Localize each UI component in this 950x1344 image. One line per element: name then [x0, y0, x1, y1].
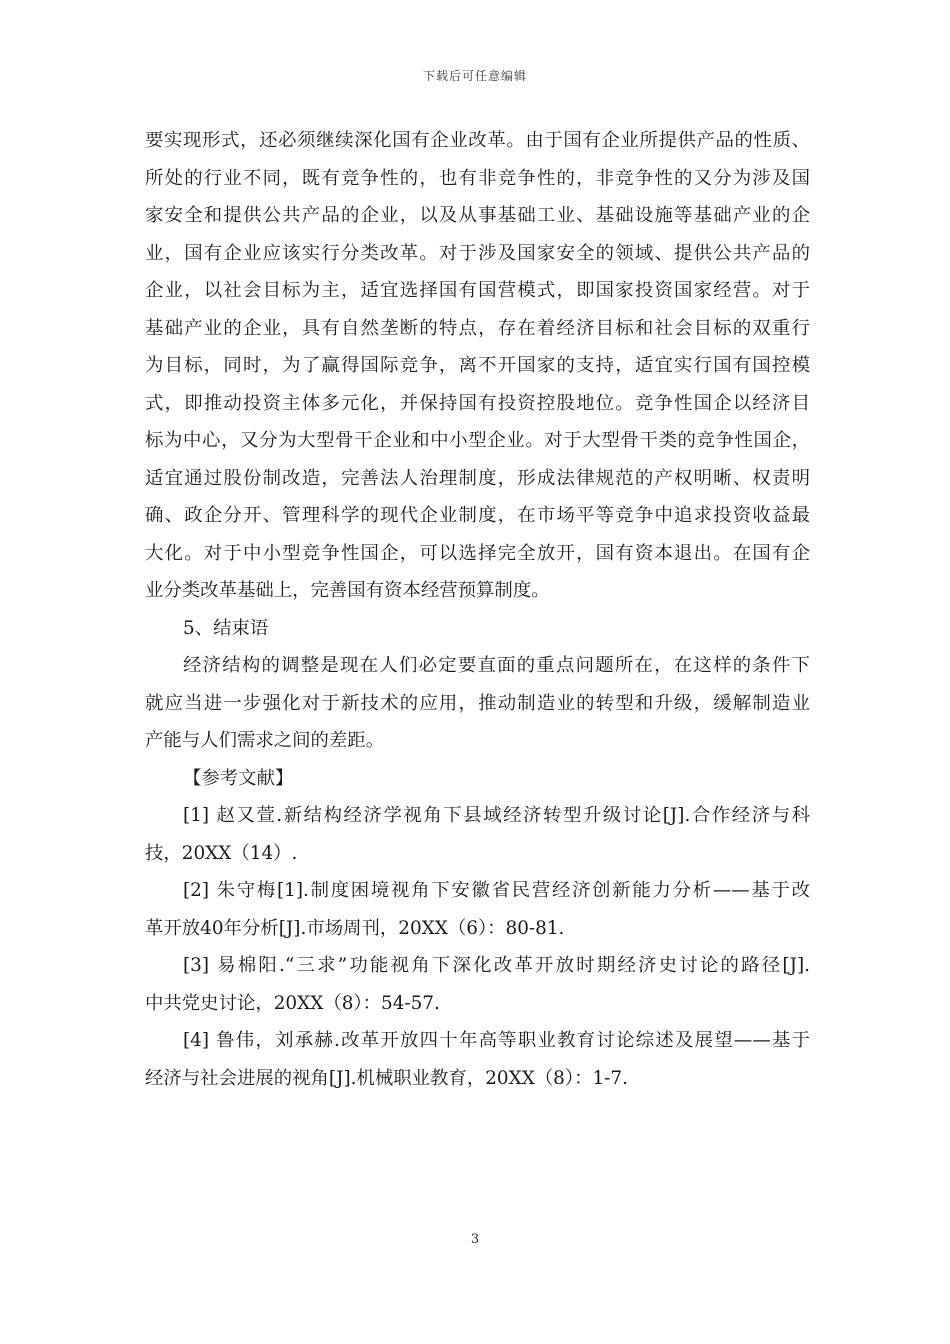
- text-line: 就应当进一步强化对于新技术的应用，推动制造业的转型和升级，缓解制造业: [145, 692, 810, 714]
- text-line: 基础产业的企业，具有自然垄断的特点，存在着经济目标和社会目标的双重行: [145, 317, 810, 339]
- text-line: 式，即推动投资主体多元化，并保持国有投资控股地位。竞争性国企以经济目: [145, 392, 810, 414]
- text-line: 适宜通过股份制改造，完善法人治理制度，形成法律规范的产权明晰、权责明: [145, 467, 810, 489]
- text-line: 确、政企分开、管理科学的现代企业制度，在市场平等竞争中追求投资收益最: [145, 505, 810, 526]
- text-line: 经济结构的调整是现在人们必定要直面的重点问题所在，在这样的条件下: [183, 655, 810, 676]
- text-line: [3] 易棉阳.“三求”功能视角下深化改革开放时期经济史讨论的路径[J].: [183, 955, 810, 976]
- text-line: 革开放40年分析[J].市场周刊，20XX（6）：80-81.: [145, 917, 565, 939]
- text-line: [1] 赵又萱.新结构经济学视角下县域经济转型升级讨论[J].合作经济与科: [183, 805, 810, 826]
- text-line: 业，国有企业应该实行分类改革。对于涉及国家安全的领域、提供公共产品的: [145, 242, 810, 264]
- text-line: 所处的行业不同，既有竞争性的，也有非竞争性的，非竞争性的又分为涉及国: [145, 167, 810, 189]
- text-line: 经济与社会进展的视角[J].机械职业教育，20XX（8）：1-7.: [145, 1067, 628, 1089]
- page-header: 下载后可任意编辑: [422, 69, 527, 83]
- text-line: 企业，以社会目标为主，适宜选择国有国营模式，即国家投资国家经营。对于: [145, 280, 810, 301]
- text-line: 技，20XX（14）.: [145, 842, 298, 864]
- document-body: [145, 122, 810, 1097]
- page-number: 3: [470, 1232, 480, 1247]
- text-line: 产能与人们需求之间的差距。: [145, 730, 385, 751]
- text-line: 中共党史讨论，20XX（8）：54-57.: [145, 992, 440, 1014]
- text-line: 5、结束语: [183, 617, 269, 639]
- text-line: 标为中心，又分为大型骨干企业和中小型企业。对于大型骨干类的竞争性国企，: [145, 430, 810, 451]
- text-line: [2] 朱守梅[1].制度困境视角下安徽省民营经济创新能力分析——基于改: [183, 880, 810, 901]
- text-line: [4] 鲁伟，刘承赫.改革开放四十年高等职业教育讨论综述及展望——基于: [183, 1030, 810, 1051]
- text-line: 业分类改革基础上，完善国有资本经营预算制度。: [145, 580, 550, 601]
- text-line: 家安全和提供公共产品的企业，以及从事基础工业、基础设施等基础产业的企: [145, 205, 810, 226]
- text-line: 要实现形式，还必须继续深化国有企业改革。由于国有企业所提供产品的性质、: [145, 130, 810, 151]
- text-line: 【参考文献】: [183, 767, 294, 789]
- text-line: 为目标，同时，为了赢得国际竞争，离不开国家的支持，适宜实行国有国控模: [145, 355, 810, 376]
- text-line: 大化。对于中小型竞争性国企，可以选择完全放开，国有资本退出。在国有企: [145, 542, 810, 564]
